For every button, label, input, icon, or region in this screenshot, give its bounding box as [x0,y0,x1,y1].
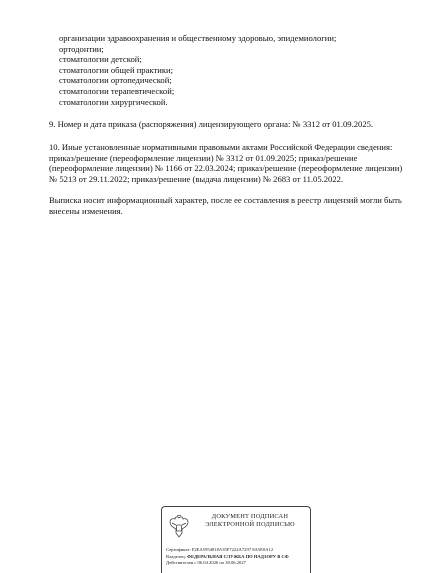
other-info-line: № 5213 от 29.11.2022; приказ/решение (выдача лицензии) № 2683 от 11.05.2022. [49,173,344,184]
certificate-value: F2EA5954818A35F7222A7297 8A5E0A12 [191,547,274,552]
stamp-title-line: ЭЛЕКТРОННОЙ ПОДПИСЬЮ [205,521,295,528]
notice-line: внесены изменения. [49,205,123,216]
list-item: ортодонтии; [59,43,104,54]
other-info-line: 10. Иные установленные нормативными правовыми актами Российской Федерации сведения: [49,142,393,152]
order-number-paragraph [49,119,411,130]
notice-paragraph [49,195,411,216]
other-info-paragraph [49,142,411,184]
list-item: стоматологии терапевтической; [59,85,175,96]
order-number-text: 9. Номер и дата приказа (распоряжения) лицензирующего органа: № 3312 от 01.09.2025. [49,119,374,129]
coat-of-arms-icon [168,515,190,539]
list-item: стоматологии общей практики; [59,64,173,75]
list-item: организации здравоохранения и общественному здоровью, эпидемиологии; [59,33,337,43]
notice-line: Выписка носит информационный характер, после ее составления в реестр лицензий могли быть [49,195,402,205]
validity-value: 06.04.2026 по 30.06.2027 [197,560,246,566]
certificate-label: Сертификат: [166,547,191,552]
validity-row [166,560,308,567]
owner-label: Владелец: [166,553,186,559]
specialties-list [49,33,411,107]
list-item: стоматологии детской; [59,54,142,65]
owner-row [166,554,308,561]
electronic-signature-stamp [161,506,311,573]
owner-value: ФЕДЕРАЛЬНАЯ СЛУЖБА ПО НАДЗОРУ В СФ [187,553,289,559]
stamp-details [166,547,308,567]
other-info-line: (переоформление лицензии) № 1166 от 22.03.2024; приказ/решение (переоформление лицензии) [49,163,403,174]
stamp-title-line: ДОКУМЕНТ ПОДПИСАН [211,513,289,520]
other-info-line: приказ/решение (переоформление лицензии) № 3312 от 01.09.2025; приказ/решение [49,152,358,163]
list-item: стоматологии ортопедической; [59,75,172,86]
list-item: стоматологии хирургической. [59,96,168,107]
stamp-title [192,513,308,529]
certificate-row [166,547,308,554]
validity-label: Действителен с [166,560,197,566]
